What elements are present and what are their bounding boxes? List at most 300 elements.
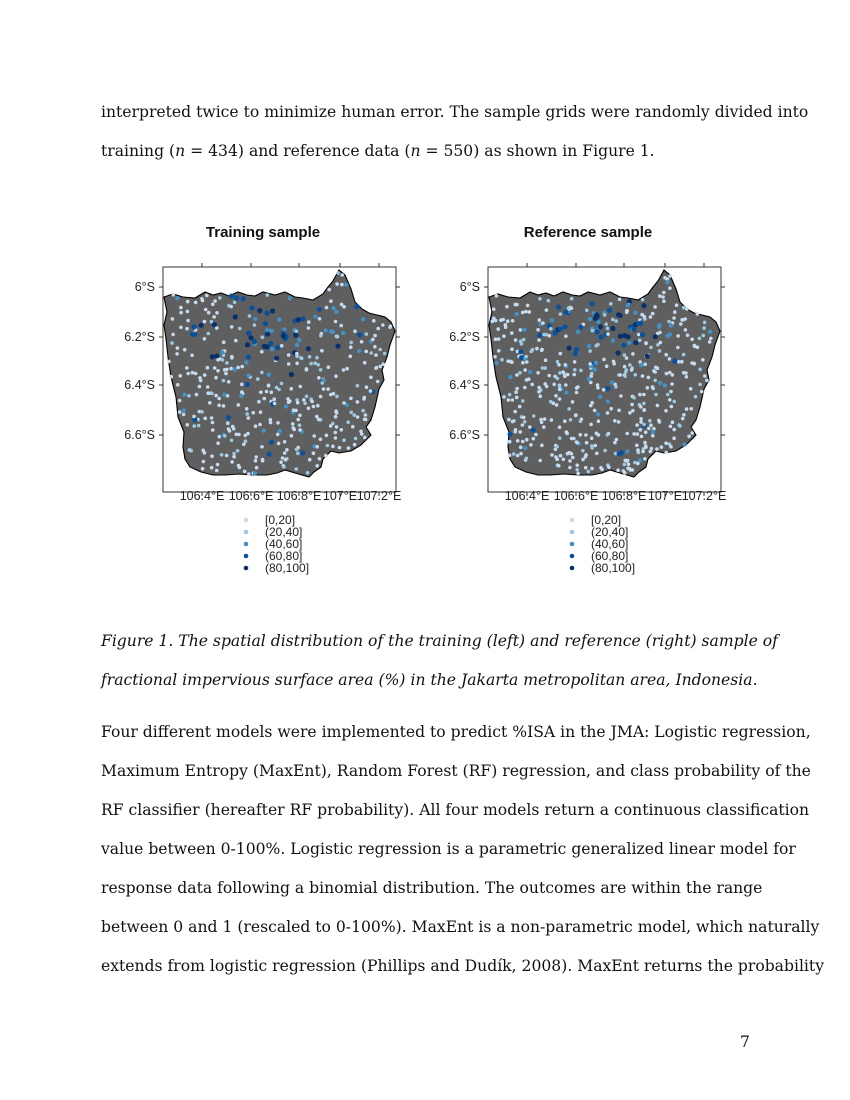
sample-point — [186, 310, 190, 314]
sample-point — [644, 445, 648, 449]
sample-point — [365, 385, 369, 389]
sample-point — [494, 361, 498, 365]
sample-point — [250, 305, 255, 310]
sample-point — [269, 440, 274, 445]
sample-point — [618, 298, 622, 302]
body-text-line: interpreted twice to minimize human error. The sample grids were randomly divided into — [101, 103, 809, 121]
sample-point — [351, 425, 355, 429]
sample-point — [265, 332, 270, 337]
sample-point — [179, 311, 183, 315]
sample-point — [653, 305, 657, 309]
sample-point — [522, 328, 526, 332]
sample-point — [694, 395, 698, 399]
sample-point — [172, 293, 176, 297]
sample-point — [245, 382, 250, 387]
sample-point — [590, 467, 594, 471]
sample-point — [575, 463, 579, 467]
sample-point — [647, 427, 651, 431]
sample-point — [497, 337, 501, 341]
sample-point — [265, 390, 269, 394]
sample-point — [361, 317, 365, 321]
sample-point — [613, 419, 617, 423]
sample-point — [653, 379, 657, 383]
y-tick-label: 6.6°S — [124, 428, 155, 442]
sample-point — [302, 398, 306, 402]
sample-point — [685, 307, 689, 311]
sample-point — [543, 382, 547, 386]
sample-point — [584, 466, 588, 470]
sample-point — [559, 352, 563, 356]
sample-point — [218, 296, 222, 300]
sample-point — [653, 370, 657, 374]
x-tick-label: 107.2°E — [681, 489, 727, 503]
sample-point — [538, 459, 542, 463]
sample-point — [604, 322, 608, 326]
sample-point — [210, 416, 214, 420]
sample-point — [354, 304, 359, 309]
body-text-line — [101, 141, 655, 161]
sample-point — [335, 425, 339, 429]
sample-point — [661, 295, 665, 299]
sample-point — [631, 409, 635, 413]
sample-point — [322, 378, 326, 382]
sample-point — [376, 327, 380, 331]
sample-point — [326, 444, 330, 448]
legend-label: (40,60] — [265, 537, 303, 551]
sample-point — [232, 455, 236, 459]
sample-point — [545, 308, 549, 312]
sample-point — [609, 302, 613, 306]
sample-point — [684, 328, 688, 332]
sample-point — [594, 444, 598, 448]
sample-point — [696, 345, 700, 349]
sample-point — [672, 359, 677, 364]
sample-point — [573, 351, 578, 356]
sample-point — [295, 362, 299, 366]
sample-point — [563, 374, 567, 378]
sample-point — [537, 338, 541, 342]
sample-point — [301, 316, 306, 321]
sample-point — [664, 451, 668, 455]
sample-point — [341, 331, 345, 335]
sample-point — [689, 387, 693, 391]
sample-point — [329, 424, 333, 428]
sample-point — [536, 328, 540, 332]
sample-point — [682, 442, 686, 446]
sample-point — [493, 355, 497, 359]
sample-point — [356, 384, 360, 388]
sample-point — [190, 332, 195, 337]
sample-point — [594, 344, 598, 348]
sample-point — [597, 433, 601, 437]
sample-point — [527, 377, 531, 381]
legend-label: (60,80] — [591, 549, 629, 563]
sample-point — [588, 362, 592, 366]
sample-point — [540, 444, 544, 448]
sample-point — [235, 433, 239, 437]
sample-point — [317, 418, 321, 422]
sample-point — [388, 325, 392, 329]
sample-point — [229, 367, 233, 371]
sample-point — [334, 415, 338, 419]
legend-label: (80,100] — [591, 561, 636, 575]
sample-point — [349, 411, 353, 415]
sample-point — [639, 428, 643, 432]
sample-point — [596, 412, 600, 416]
sample-point — [230, 355, 234, 359]
sample-point — [593, 409, 597, 413]
sample-point — [648, 419, 652, 423]
sample-point — [206, 366, 210, 370]
sample-point — [602, 388, 606, 392]
sample-point — [175, 296, 179, 300]
sample-point — [521, 311, 525, 315]
sample-point — [295, 448, 299, 452]
sample-point — [679, 322, 683, 326]
sample-point — [292, 408, 296, 412]
sample-point — [572, 373, 576, 377]
sample-point — [585, 441, 589, 445]
sample-point — [514, 390, 518, 394]
sample-point — [569, 418, 573, 422]
sample-point — [308, 355, 312, 359]
sample-point — [595, 452, 599, 456]
sample-point — [218, 435, 222, 439]
sample-point — [334, 436, 338, 440]
sample-point — [555, 458, 559, 462]
sample-point — [541, 321, 545, 325]
sample-point — [705, 379, 709, 383]
sample-point — [519, 452, 523, 456]
sample-point — [664, 441, 668, 445]
sample-point — [325, 306, 329, 310]
sample-point — [254, 459, 258, 463]
sample-point — [578, 325, 583, 330]
sample-point — [628, 411, 632, 415]
sample-point — [654, 393, 658, 397]
sample-point — [347, 446, 351, 450]
sample-point — [260, 445, 264, 449]
sample-point — [204, 308, 208, 312]
sample-point — [521, 361, 525, 365]
sample-point — [185, 366, 189, 370]
sample-point — [232, 452, 236, 456]
sample-point — [543, 366, 547, 370]
sample-point — [575, 468, 579, 472]
sample-point — [542, 425, 546, 429]
sample-point — [673, 400, 677, 404]
sample-point — [651, 434, 655, 438]
sample-point — [518, 349, 523, 354]
sample-point — [619, 394, 623, 398]
sample-point — [623, 353, 627, 357]
sample-point — [646, 386, 650, 390]
sample-point — [327, 288, 331, 292]
sample-point — [685, 407, 689, 411]
sample-point — [539, 394, 543, 398]
sample-point — [256, 377, 260, 381]
sample-point — [245, 412, 249, 416]
sample-point — [511, 398, 515, 402]
sample-point — [570, 297, 574, 301]
sample-point — [576, 472, 580, 476]
sample-point — [558, 388, 562, 392]
sample-point — [629, 468, 633, 472]
reference-sample-panel — [449, 224, 726, 575]
sample-point — [362, 397, 366, 401]
x-tick-label: 106.4°E — [179, 489, 225, 503]
sample-point — [599, 335, 604, 340]
sample-point — [334, 374, 338, 378]
legend-swatch — [570, 530, 575, 535]
sample-point — [703, 374, 707, 378]
sample-point — [353, 330, 357, 334]
y-tick-label: 6.6°S — [449, 428, 480, 442]
sample-point — [319, 395, 323, 399]
sample-point — [223, 434, 227, 438]
sample-point — [584, 455, 588, 459]
legend-label: [0,20] — [265, 513, 296, 527]
sample-point — [666, 393, 670, 397]
sample-point — [658, 349, 662, 353]
sample-point — [682, 371, 686, 375]
sample-point — [647, 376, 651, 380]
sample-point — [233, 314, 238, 319]
sample-point — [589, 404, 593, 408]
sample-point — [281, 334, 286, 339]
sample-point — [500, 358, 504, 362]
sample-point — [515, 396, 519, 400]
sample-point — [335, 411, 339, 415]
sample-point — [515, 303, 519, 307]
sample-point — [690, 407, 694, 411]
y-tick-labels — [449, 280, 480, 442]
sample-point — [241, 296, 246, 301]
sample-point — [602, 358, 606, 362]
sample-point — [364, 413, 368, 417]
sample-point — [570, 306, 574, 310]
sample-point — [214, 376, 218, 380]
sample-point — [244, 434, 248, 438]
sample-point — [269, 329, 273, 333]
sample-point — [293, 332, 298, 337]
sample-point — [299, 356, 303, 360]
sample-point — [237, 403, 241, 407]
sample-point — [515, 387, 519, 391]
body-text-line: between 0 and 1 (rescaled to 0-100%). MaxEnt is a non-parametric model, which naturally — [101, 918, 820, 936]
sample-point — [242, 443, 246, 447]
sample-point — [179, 326, 183, 330]
sample-point — [669, 445, 673, 449]
sample-point — [552, 383, 556, 387]
legend-label: (80,100] — [265, 561, 310, 575]
sample-point — [632, 396, 636, 400]
sample-point — [202, 460, 206, 464]
sample-point — [524, 310, 528, 314]
sample-point — [642, 402, 646, 406]
sample-point — [696, 312, 700, 316]
sample-point — [182, 393, 186, 397]
sample-point — [317, 307, 322, 312]
sample-point — [357, 332, 362, 337]
sample-point — [255, 466, 259, 470]
y-tick-label: 6°S — [134, 280, 155, 294]
sample-point — [581, 449, 585, 453]
sample-point — [342, 438, 346, 442]
sample-point — [292, 428, 296, 432]
sample-point — [502, 334, 506, 338]
sample-point — [491, 320, 495, 324]
sample-point — [507, 398, 511, 402]
sample-point — [198, 376, 202, 380]
sample-point — [555, 403, 559, 407]
sample-point — [262, 429, 266, 433]
sample-point — [339, 324, 343, 328]
sample-point — [282, 465, 286, 469]
sample-point — [371, 338, 375, 342]
sample-point — [590, 372, 594, 376]
sample-point — [572, 437, 576, 441]
sample-point — [285, 448, 289, 452]
sample-point — [192, 415, 196, 419]
sample-point — [611, 318, 615, 322]
sample-point — [497, 349, 501, 353]
body-text-line: value between 0-100%. Logistic regression is a parametric generalized linear model for — [101, 840, 796, 858]
sample-point — [338, 446, 342, 450]
sample-point — [521, 423, 525, 427]
sample-point — [668, 357, 672, 361]
sample-point — [690, 431, 694, 435]
sample-point — [211, 428, 215, 432]
sample-point — [670, 405, 674, 409]
legend-label: (60,80] — [265, 549, 303, 563]
sample-point — [563, 310, 568, 315]
sample-point — [290, 434, 294, 438]
sample-point — [708, 330, 712, 334]
sample-point — [574, 414, 578, 418]
sample-point — [227, 380, 231, 384]
sample-point — [649, 423, 653, 427]
sample-point — [206, 385, 210, 389]
sample-point — [543, 417, 547, 421]
sample-point — [272, 397, 276, 401]
x-tick-labels — [505, 489, 727, 503]
sample-point — [568, 466, 572, 470]
sample-point — [515, 373, 519, 377]
sample-point — [663, 383, 667, 387]
sample-point — [280, 344, 284, 348]
sample-point — [261, 459, 265, 463]
sample-point — [525, 360, 529, 364]
sample-point — [240, 365, 244, 369]
sample-point — [318, 317, 322, 321]
sample-point — [227, 427, 231, 431]
sample-point — [640, 435, 644, 439]
sample-point — [678, 424, 682, 428]
sample-point — [295, 330, 299, 334]
sample-point — [670, 382, 674, 386]
sample-point — [381, 323, 385, 327]
sample-point — [267, 384, 271, 388]
sample-point — [198, 385, 202, 389]
sample-point — [618, 313, 623, 318]
sample-point — [222, 379, 226, 383]
sample-point — [349, 341, 353, 345]
sample-point — [555, 445, 559, 449]
sample-point — [672, 316, 676, 320]
sample-point — [280, 382, 284, 386]
sample-point — [243, 470, 247, 474]
sample-point — [248, 314, 252, 318]
sample-point — [310, 400, 314, 404]
sample-point — [638, 338, 642, 342]
sample-point — [615, 438, 619, 442]
body-text-line: Four different models were implemented to predict %ISA in the JMA: Logistic regression, — [101, 723, 811, 741]
sample-point — [273, 402, 277, 406]
sample-point — [682, 413, 686, 417]
sample-point — [200, 410, 204, 414]
sample-point — [579, 420, 583, 424]
sample-point — [625, 356, 629, 360]
sample-point — [644, 342, 648, 346]
sample-point — [244, 439, 248, 443]
sample-point — [335, 395, 339, 399]
sample-point — [680, 318, 684, 322]
sample-point — [287, 362, 291, 366]
sample-point — [656, 366, 660, 370]
sample-point — [579, 369, 583, 373]
sample-point — [238, 466, 242, 470]
sample-point — [558, 436, 562, 440]
jma-boundary — [164, 270, 395, 477]
sample-point — [281, 456, 285, 460]
sample-point — [651, 385, 655, 389]
sample-point — [263, 397, 267, 401]
text-run: = 434) and reference data ( — [185, 142, 411, 160]
sample-point — [236, 366, 240, 370]
sample-point — [664, 409, 668, 413]
sample-point — [270, 391, 274, 395]
sample-point — [363, 436, 367, 440]
sample-point — [322, 387, 326, 391]
sample-point — [681, 417, 685, 421]
sample-point — [603, 313, 607, 317]
sample-point — [186, 319, 190, 323]
sample-point — [221, 358, 225, 362]
body-text-line: extends from logistic regression (Phillips and Dudík, 2008). MaxEnt returns the probability — [101, 957, 825, 975]
sample-point — [286, 397, 290, 401]
sample-point — [597, 419, 601, 423]
sample-point — [258, 423, 262, 427]
sample-point — [378, 348, 382, 352]
sample-point — [516, 454, 520, 458]
sample-point — [270, 347, 274, 351]
sample-point — [197, 424, 201, 428]
sample-point — [300, 450, 305, 455]
sample-point — [633, 311, 637, 315]
sample-point — [305, 395, 309, 399]
sample-point — [319, 368, 323, 372]
sample-point — [676, 334, 680, 338]
sample-point — [226, 421, 230, 425]
sample-point — [502, 395, 506, 399]
sample-point — [524, 355, 528, 359]
sample-point — [349, 345, 353, 349]
sample-point — [194, 301, 198, 305]
legend-swatch — [244, 554, 249, 559]
sample-point — [334, 320, 338, 324]
sample-point — [331, 306, 335, 310]
